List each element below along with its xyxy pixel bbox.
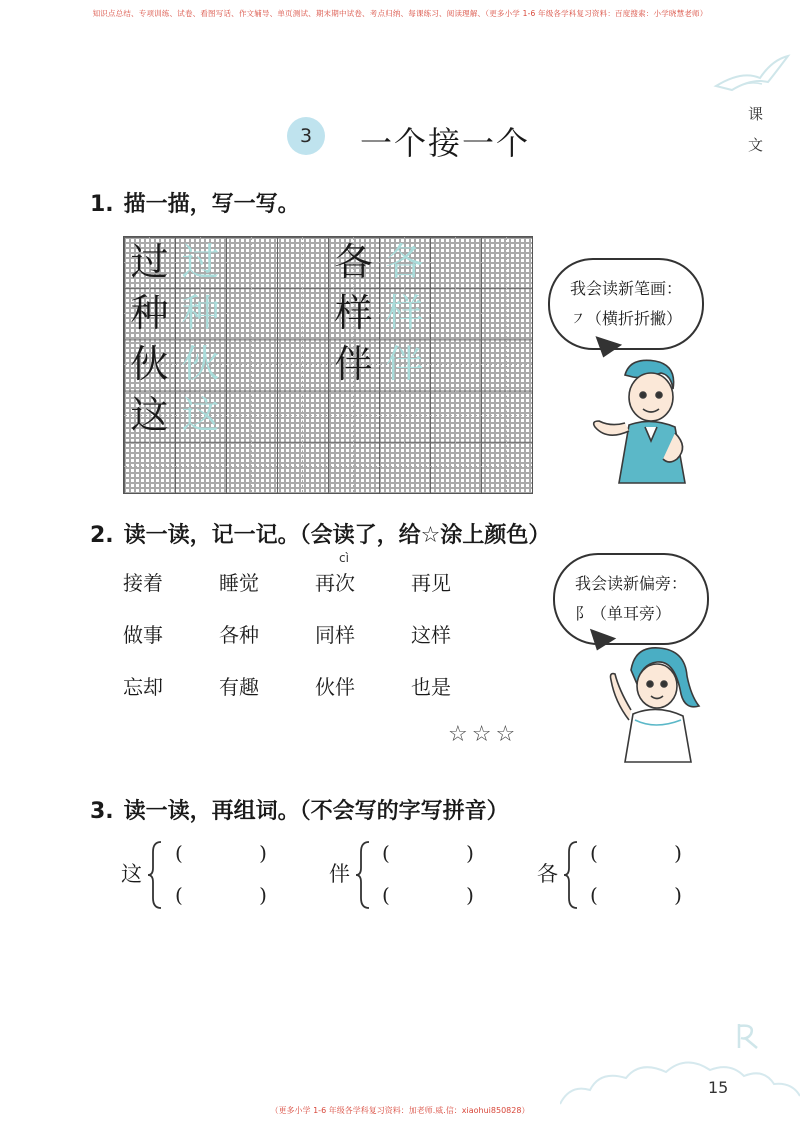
word-item: 忘却 (123, 675, 163, 699)
group-char: 这 (121, 862, 142, 886)
girl-illustration (595, 640, 715, 765)
grid-char-solid: 种 (130, 291, 169, 335)
group-char: 各 (537, 862, 558, 886)
side-label-ke: 课 (748, 105, 764, 123)
grid-char-trace: 样 (385, 291, 424, 335)
lesson-number-badge: 3 (287, 117, 325, 155)
side-label-wen: 文 (748, 136, 764, 154)
group-char: 伴 (329, 862, 350, 886)
word-item: 做事 (123, 623, 163, 647)
grid-char-trace: 各 (385, 240, 424, 284)
grid-char-solid: 样 (334, 291, 373, 335)
grid-guide-line (455, 237, 456, 493)
section1-number: 1. (90, 192, 114, 217)
corner-mark-decoration (735, 1022, 759, 1050)
grid-char-solid: 过 (130, 240, 169, 284)
grid-char-solid: 伙 (130, 342, 169, 386)
writing-grid[interactable] (123, 236, 533, 494)
grid-char-trace: 这 (181, 393, 220, 437)
bubble-line: ㇇（横折折撇） (570, 309, 683, 328)
grid-guide-line (506, 237, 507, 493)
word-item: 接着 (123, 571, 163, 595)
section2-heading (90, 518, 550, 549)
word-item: 有趣 (219, 675, 259, 699)
brace-icon (355, 840, 371, 910)
word-item: 也是 (411, 675, 451, 699)
speech-bubble-new-radical (553, 553, 709, 645)
answer-blank[interactable]: ( ) (175, 883, 267, 907)
header-note: 知识点总结、专项训练、试卷、看图写话、作文辅导、单页测试、期末期中试卷、考点归纳、每课练习、阅读理解、（更多小学 1-6 年级各学科复习资料：百度搜索：小学晓慧老师） (92, 9, 708, 18)
bubble-line: 我会读新偏旁： (575, 574, 688, 593)
word-item: 再次 (315, 571, 355, 595)
word-item: 再见 (411, 571, 451, 595)
section2-title: 读一读，记一记。（会读了，给☆涂上颜色） (123, 523, 551, 548)
bubble-line: 我会读新笔画： (570, 279, 683, 298)
answer-blank[interactable]: ( ) (382, 841, 474, 865)
section1-heading (90, 187, 300, 218)
answer-blank[interactable]: ( ) (175, 841, 267, 865)
boy-illustration (585, 355, 705, 485)
grid-char-solid: 各 (334, 240, 373, 284)
grid-char-trace: 伴 (385, 342, 424, 386)
answer-blank[interactable]: ( ) (590, 883, 682, 907)
lesson-title: 一个接一个 (360, 124, 531, 162)
word-item: 伙伴 (315, 675, 355, 699)
brace-icon (147, 840, 163, 910)
grid-guide-line (124, 466, 532, 467)
page-number: 15 (708, 1078, 729, 1097)
pinyin-hint: cì (339, 551, 349, 565)
grid-guide-line (302, 237, 303, 493)
grid-char-solid: 伴 (334, 342, 373, 386)
bubble-line: 阝（单耳旁） (575, 604, 672, 623)
brace-icon (563, 840, 579, 910)
grid-guide-line (251, 237, 252, 493)
rating-stars[interactable]: ☆☆☆ (448, 722, 520, 747)
grid-char-solid: 这 (130, 393, 169, 437)
section3-number: 3. (90, 799, 114, 824)
section1-title: 描一描，写一写。 (123, 192, 300, 217)
answer-blank[interactable]: ( ) (590, 841, 682, 865)
answer-blank[interactable]: ( ) (382, 883, 474, 907)
footer-note: （更多小学 1-6 年级各学科复习资料：加老师.威.信：xiaohui850828） (270, 1106, 530, 1115)
word-item: 各种 (219, 623, 259, 647)
grid-char-trace: 种 (181, 291, 220, 335)
bird-sketch-decoration (712, 50, 792, 100)
grid-char-trace: 伙 (181, 342, 220, 386)
word-item: 同样 (315, 623, 355, 647)
word-item: 睡觉 (219, 571, 259, 595)
word-item: 这样 (411, 623, 451, 647)
section3-heading (90, 794, 509, 825)
section3-title: 读一读，再组词。（不会写的字写拼音） (123, 799, 509, 824)
section2-number: 2. (90, 523, 114, 548)
cloud-decoration (560, 1048, 800, 1108)
speech-bubble-new-stroke (548, 258, 704, 350)
grid-char-trace: 过 (181, 240, 220, 284)
